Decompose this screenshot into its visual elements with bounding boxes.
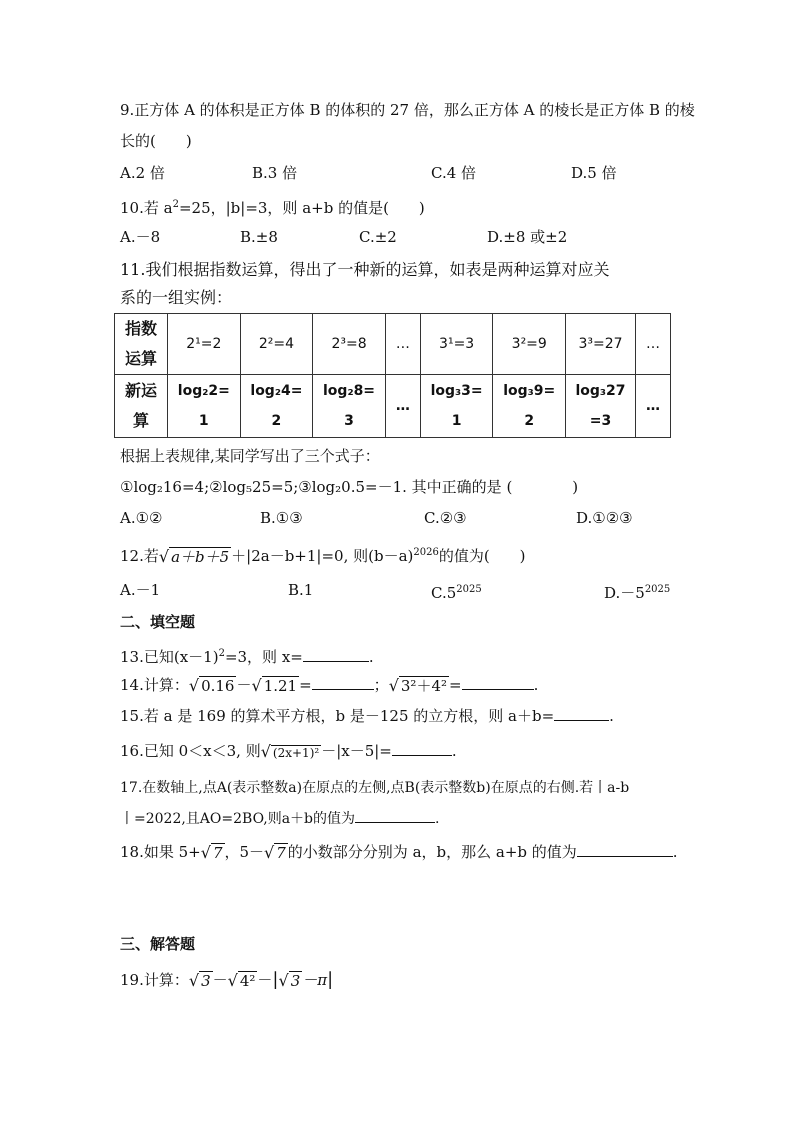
table-cell: … <box>385 314 420 375</box>
table-cell: log₃9= 2 <box>493 375 566 438</box>
sqrt-expression: √ a＋b＋5 <box>158 547 230 566</box>
answer-blank[interactable] <box>577 842 673 857</box>
q11-after2: ①log₂16=4;②log₅25=5;③log₂0.5=－1. 其中正确的是 ( ) <box>120 478 579 496</box>
q17-line1: 17.在数轴上,点A(表示整数a)在原点的左侧,点B(表示整数b)在原点的右侧.若丨a-b <box>120 780 630 796</box>
q12-option-c: $C.5^{2025}$ <box>431 584 482 602</box>
sqrt-expression: √ 7 <box>200 843 223 862</box>
q10-text-b: =25，|b|=3，则 a+b 的值是( ) <box>178 199 425 217</box>
table-header-new-op: 新运 算 <box>115 375 168 438</box>
q15-stem: 15.若 a 是 169 的算术平方根，b 是－125 的立方根，则 a＋b= . <box>120 707 614 725</box>
q10-option-c: C.±2 <box>359 228 397 246</box>
table-cell: 2¹=2 <box>168 314 241 375</box>
q14-stem: 14.计算：√ 0.16 －√ 1.21 = ；√ 3²＋4² = . <box>120 676 539 695</box>
table-cell: … <box>385 375 420 438</box>
q19-stem: 19.计算：√ 3 －√ 4² －|√ 3 －π| <box>120 969 334 990</box>
q11-option-b: B.①③ <box>260 509 303 527</box>
q10-stem <box>120 195 425 218</box>
q9-option-a: A.2 倍 <box>120 164 165 182</box>
q10-text-a: 10.若 a <box>120 199 173 217</box>
table-cell: log₂2= 1 <box>168 375 241 438</box>
table-row-exponent <box>115 314 671 375</box>
q10-option-a: A.－8 <box>120 228 161 246</box>
table-cell: log₂4= 2 <box>240 375 313 438</box>
table-cell: log₃3= 1 <box>420 375 493 438</box>
q17-line2: 丨=2022,且AO=2BO,则a＋b的值为 . <box>120 808 439 829</box>
table-cell: … <box>636 375 671 438</box>
q11-option-a: A.①② <box>120 509 163 527</box>
table-cell: 2³=8 <box>313 314 386 375</box>
q9-line1: 9.正方体 A 的体积是正方体 B 的体积的 27 倍，那么正方体 A 的棱长是正方体 B 的棱 <box>120 101 695 119</box>
sqrt-expression: √ 4² <box>227 971 256 990</box>
q11-after1: 根据上表规律,某同学写出了三个式子： <box>120 447 380 465</box>
answer-blank[interactable] <box>554 706 609 721</box>
q11-line2: 系的一组实例： <box>120 288 233 307</box>
answer-blank[interactable] <box>312 675 374 690</box>
q12-option-a: A.－1 <box>120 581 161 599</box>
sqrt-expression: √ 7 <box>264 843 286 862</box>
q9-line2: 长的( ) <box>120 132 192 150</box>
q11-option-d: D.①②③ <box>576 509 633 527</box>
q13-stem: 13.已知$(x-1)^2=3$，则 x= . <box>120 648 374 666</box>
q16-stem: 16.已知 0＜x＜3, 则√ (2x+1)² －|x－5|= . <box>120 741 457 761</box>
sqrt-expression: √ 3 <box>188 971 211 990</box>
table-cell: log₂8= 3 <box>313 375 386 438</box>
sqrt-expression: √ (2x+1)² <box>260 741 320 761</box>
q12-option-b: B.1 <box>288 581 314 599</box>
q11-line1: 11.我们根据指数运算，得出了一种新的运算，如表是两种运算对应关 <box>120 260 610 279</box>
q18-stem: 18.如果 5+√ 7 ，5－√ 7 的小数部分分别为 a，b，那么 a+b 的值为 . <box>120 843 678 862</box>
section-solve-heading: 三、解答题 <box>120 935 196 953</box>
table-cell: 2²=4 <box>240 314 313 375</box>
q9-option-d: D.5 倍 <box>571 164 617 182</box>
table-cell: 3³=27 <box>566 314 636 375</box>
sqrt-expression: √ 1.21 <box>251 676 298 695</box>
answer-blank[interactable] <box>462 675 534 690</box>
sqrt-expression: √ 0.16 <box>188 676 235 695</box>
answer-blank[interactable] <box>392 741 452 756</box>
table-row-new-op <box>115 375 671 438</box>
answer-blank[interactable] <box>303 647 369 662</box>
table-cell: … <box>636 314 671 375</box>
q10-sup: 2 <box>172 199 179 210</box>
section-fill-in-heading: 二、填空题 <box>120 613 196 631</box>
sqrt-expression: √ 3²＋4² <box>388 676 448 695</box>
table-header-exponent: 指数 运算 <box>115 314 168 375</box>
q12-stem: 12.若√ a＋b＋5 ＋|2a－b+1|=0, 则$(b-a)^{2026}$的值为( ) <box>120 547 526 566</box>
q12-option-d: $D.-5^{2025}$ <box>604 584 671 602</box>
q10-option-b: B.±8 <box>240 228 278 246</box>
table-cell: 3¹=3 <box>420 314 493 375</box>
q11-option-c: C.②③ <box>424 509 467 527</box>
q10-option-d: D.±8 或±2 <box>487 228 568 246</box>
table-cell: 3²=9 <box>493 314 566 375</box>
q9-option-b: B.3 倍 <box>252 164 298 182</box>
table-cell: log₃27 =3 <box>566 375 636 438</box>
q9-option-c: C.4 倍 <box>431 164 477 182</box>
sqrt-expression: √ 3 <box>278 971 301 990</box>
example-table <box>114 313 671 438</box>
answer-blank[interactable] <box>355 808 435 823</box>
